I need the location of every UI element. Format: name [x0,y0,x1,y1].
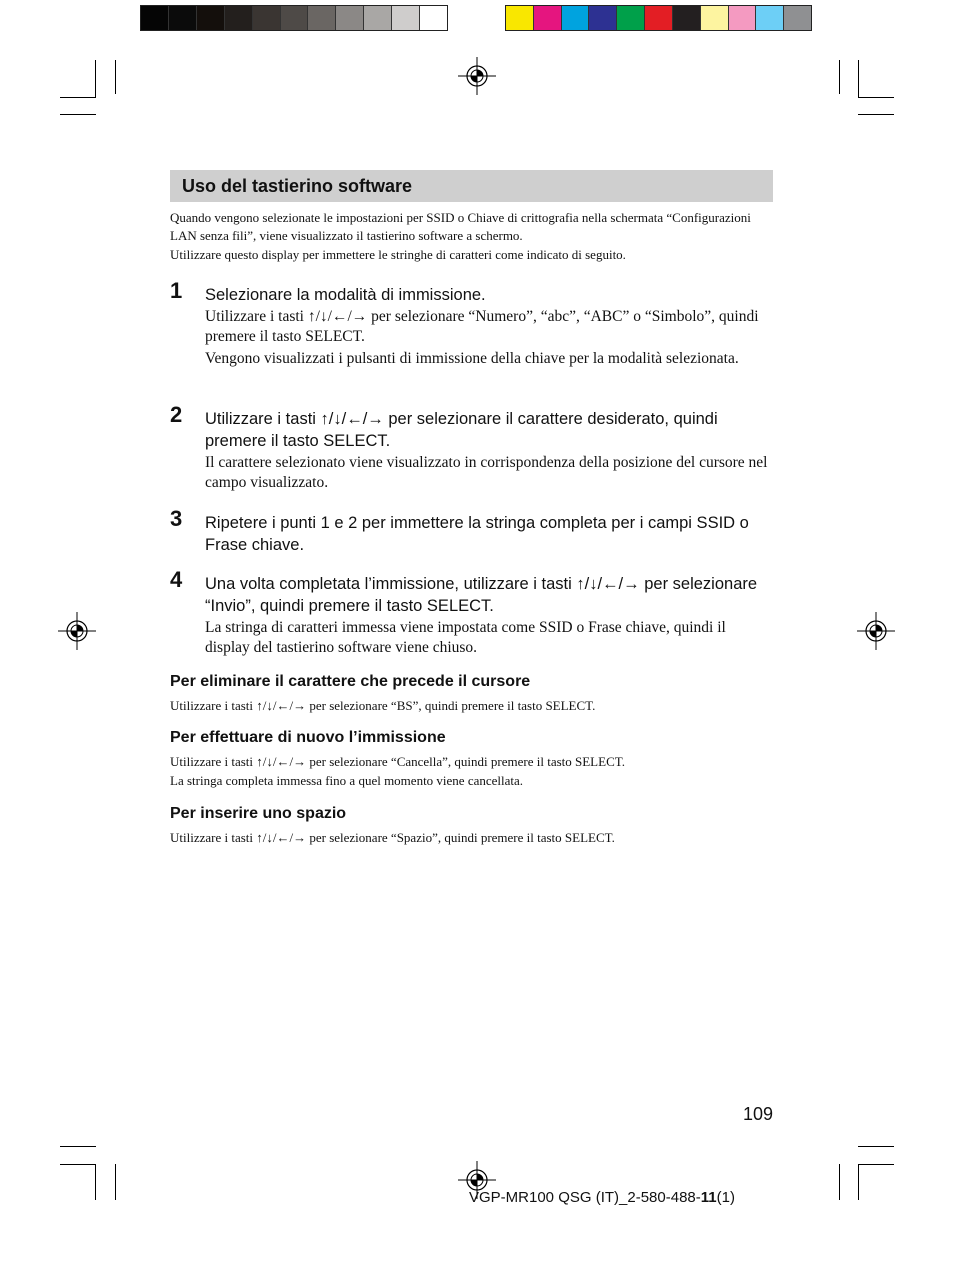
document-code [469,1189,735,1206]
color-swatch [225,6,253,30]
document-code-prefix: VGP-MR100 QSG (IT)_2-580-488- [469,1189,701,1206]
step-description: La stringa di caratteri immessa viene impostata come SSID o Frase chiave, quindi il display del tastierino software viene chiuso. [205,619,726,656]
color-swatch [729,6,757,30]
crop-mark [839,1164,840,1200]
subsection-text: Utilizzare i tasti ↑/↓/←/→ per selezionare “Cancella”, quindi premere il tasto SELECT. [170,754,625,769]
color-swatch [617,6,645,30]
color-swatch [308,6,336,30]
intro-paragraph: Utilizzare questo display per immettere le stringhe di caratteri come indicato di seguito. [170,247,626,262]
document-code-bold: 11 [700,1189,717,1206]
step-number: 3 [170,506,183,531]
subsection-text: Utilizzare i tasti ↑/↓/←/→ per selezionare “BS”, quindi premere il tasto SELECT. [170,698,596,713]
color-swatch [169,6,197,30]
step-2 [170,402,773,493]
crop-mark [60,1146,96,1147]
crop-mark [858,60,859,98]
crop-mark [60,1164,96,1165]
color-swatch [253,6,281,30]
registration-mark-icon [58,612,96,650]
step-number: 2 [170,402,183,427]
step-description: Vengono visualizzati i pulsanti di immissione della chiave per la modalità selezionata. [205,350,739,367]
crop-mark [60,114,96,115]
color-swatch [197,6,225,30]
color-swatch [141,6,169,30]
color-swatch [336,6,364,30]
crop-mark [858,97,894,98]
crop-mark [858,1164,859,1200]
color-swatch [589,6,617,30]
color-swatch [392,6,420,30]
crop-mark [95,60,96,98]
crop-mark [858,1146,894,1147]
color-calibration-bar [505,5,812,31]
color-swatch [506,6,534,30]
color-swatch [281,6,309,30]
section-title: Uso del tastierino software [182,176,413,196]
registration-mark-icon [857,612,895,650]
step-number: 4 [170,567,183,592]
color-swatch [784,6,811,30]
intro-paragraph: Quando vengono selezionate le impostazioni per SSID o Chiave di crittografia nella schermata “Configurazioni LAN senza fili”, viene visualizzato il tastierino software a schermo. [170,210,751,243]
crop-mark [839,60,840,94]
step-3 [170,506,773,556]
crop-mark [95,1164,96,1200]
crop-mark [858,1164,894,1165]
color-swatch [534,6,562,30]
step-title: Ripetere i punti 1 e 2 per immettere la stringa completa per i campi SSID o Frase chiave. [205,514,749,554]
step-title: Selezionare la modalità di immissione. [205,286,486,304]
subsection-heading: Per eliminare il carattere che precede il cursore [170,673,531,690]
crop-mark [60,97,96,98]
crop-mark [115,1164,116,1200]
step-title: Una volta completata l’immissione, utilizzare i tasti ↑/↓/←/→ per selezionare “Invio”, quindi premere il tasto SELECT. [205,575,758,615]
subsection-heading: Per effettuare di nuovo l’immissione [170,729,446,746]
step-description: Utilizzare i tasti ↑/↓/←/→ per selezionare “Numero”, “abc”, “ABC” o “Simbolo”, quindi premere il tasto SELECT. [205,308,759,345]
color-swatch [562,6,590,30]
registration-mark-icon [458,57,496,95]
step-1 [170,278,773,369]
color-swatch [420,6,447,30]
section-header [170,170,773,202]
color-swatch [701,6,729,30]
step-title: Utilizzare i tasti ↑/↓/←/→ per selezionare il carattere desiderato, quindi premere il tasto SELECT. [205,410,718,450]
subsection-heading: Per inserire uno spazio [170,805,347,822]
color-swatch [756,6,784,30]
color-swatch [673,6,701,30]
subsection-text: La stringa completa immessa fino a quel momento viene cancellata. [170,773,524,788]
color-swatch [645,6,673,30]
step-4 [170,567,773,658]
document-code-suffix: (1) [716,1189,735,1206]
crop-mark [858,114,894,115]
step-number: 1 [170,278,183,303]
page-number: 109 [742,1104,773,1124]
grayscale-calibration-bar [140,5,448,31]
subsection-text: Utilizzare i tasti ↑/↓/←/→ per selezionare “Spazio”, quindi premere il tasto SELECT. [170,830,615,845]
crop-mark [115,60,116,94]
color-swatch [364,6,392,30]
intro-text [170,209,770,264]
step-description: Il carattere selezionato viene visualizzato in corrispondenza della posizione del cursore nel campo visualizzato. [205,454,768,491]
